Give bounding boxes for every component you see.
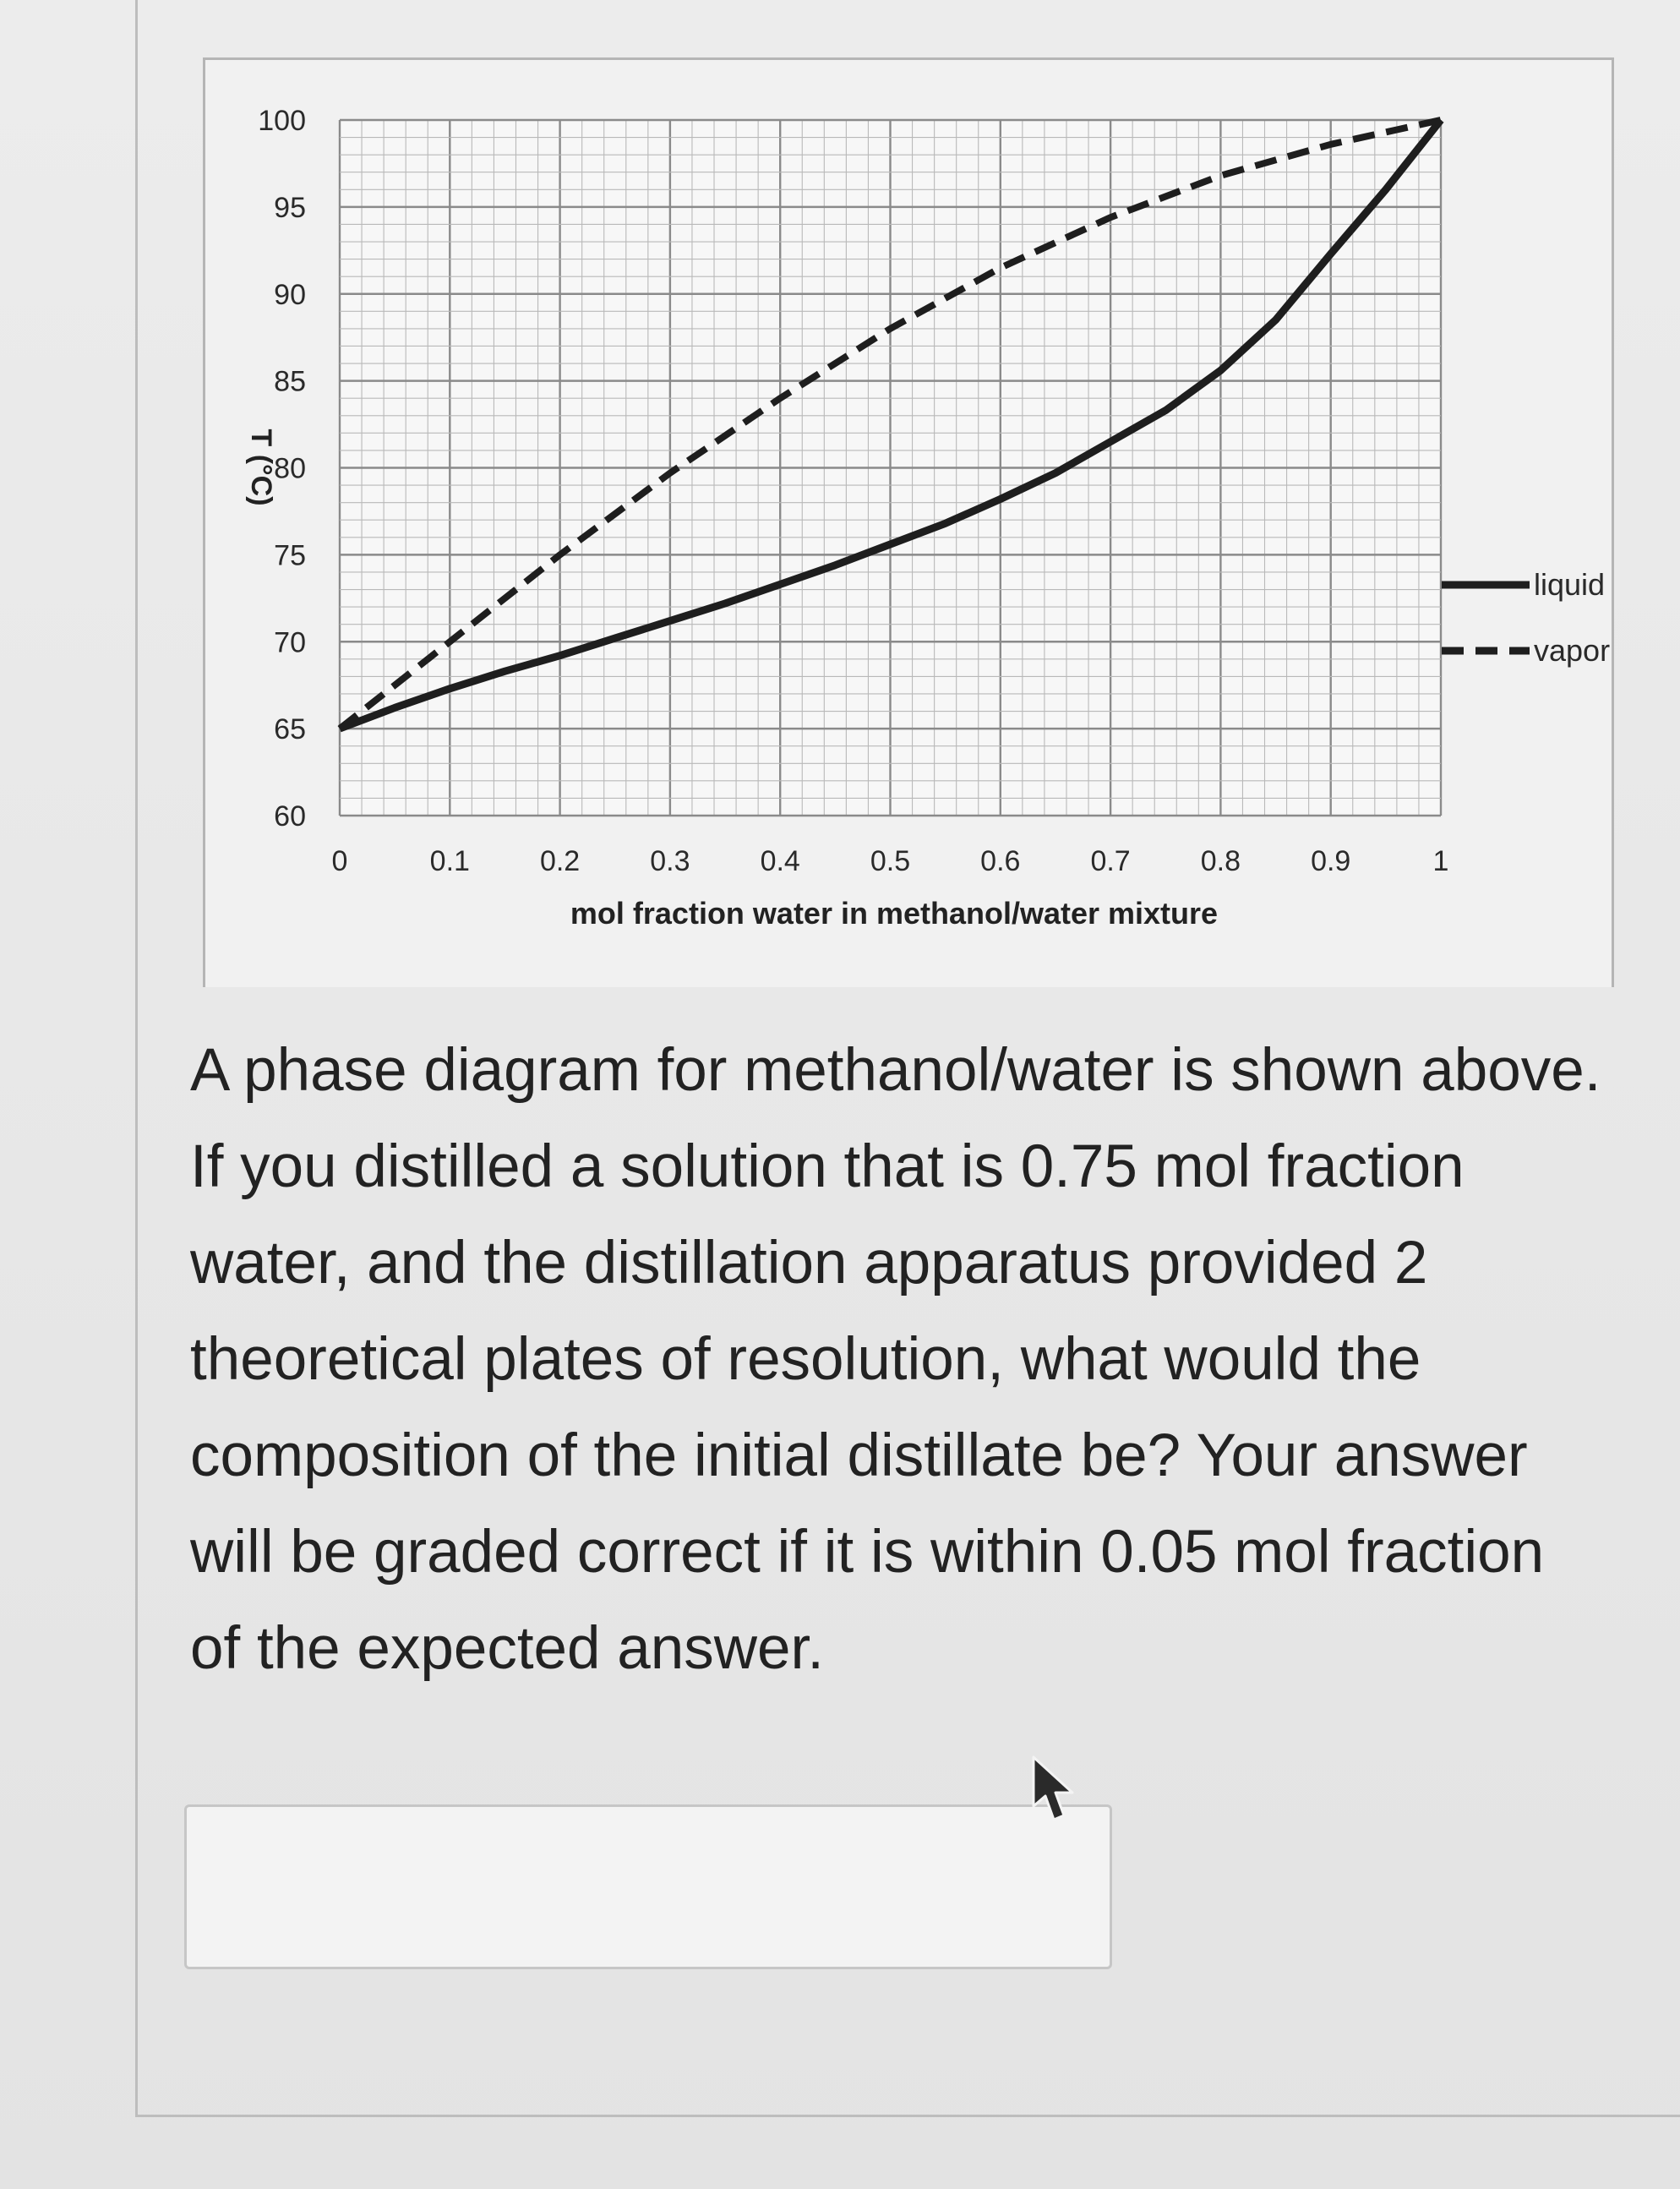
question-text: A phase diagram for methanol/water is shown above. If you distilled a solution that is 0.75 mol fraction water, and the distillation apparatus provided 2 theoretical plates of resolution, what would the composition of the initial distillate be? Your answer will be graded correct if it is within 0.05 mol fraction of the expected answer. [190,1037,1601,1682]
x-axis-label: mol fraction water in methanol/water mixture [570,896,1219,931]
x-tick-label: 0.3 [650,845,690,877]
x-tick-label: 0.8 [1200,845,1241,877]
x-tick-label: 0 [331,845,348,877]
x-tick-label: 0.5 [870,845,911,877]
answer-input[interactable] [184,1804,1112,1969]
y-tick-label: 70 [274,626,306,659]
legend-label-vapor: vapor [1534,633,1611,668]
chart-legend [1442,567,1610,668]
y-tick-label: 100 [258,105,306,137]
legend-label-liquid: liquid [1534,567,1606,602]
x-tick-label: 0.9 [1311,845,1351,877]
x-tick-label: 0.6 [980,845,1021,877]
phase-diagram-chart [0,0,1680,1014]
x-tick-label: 0.7 [1090,845,1131,877]
x-tick-label: 0.1 [429,845,470,877]
y-tick-label: 90 [274,278,306,311]
x-tick-label: 1 [1432,845,1449,877]
chart-grid [340,120,1441,816]
mouse-pointer-icon [1027,1754,1086,1830]
y-tick-label: 85 [274,365,306,398]
y-axis-label: T (°C) [245,429,277,506]
y-tick-label: 60 [274,800,306,832]
y-tick-label: 75 [274,539,306,572]
x-tick-label: 0.4 [760,845,800,877]
y-tick-label: 95 [274,191,306,224]
y-tick-label: 80 [274,452,306,485]
x-tick-label: 0.2 [539,845,581,877]
y-tick-label: 65 [274,713,306,746]
